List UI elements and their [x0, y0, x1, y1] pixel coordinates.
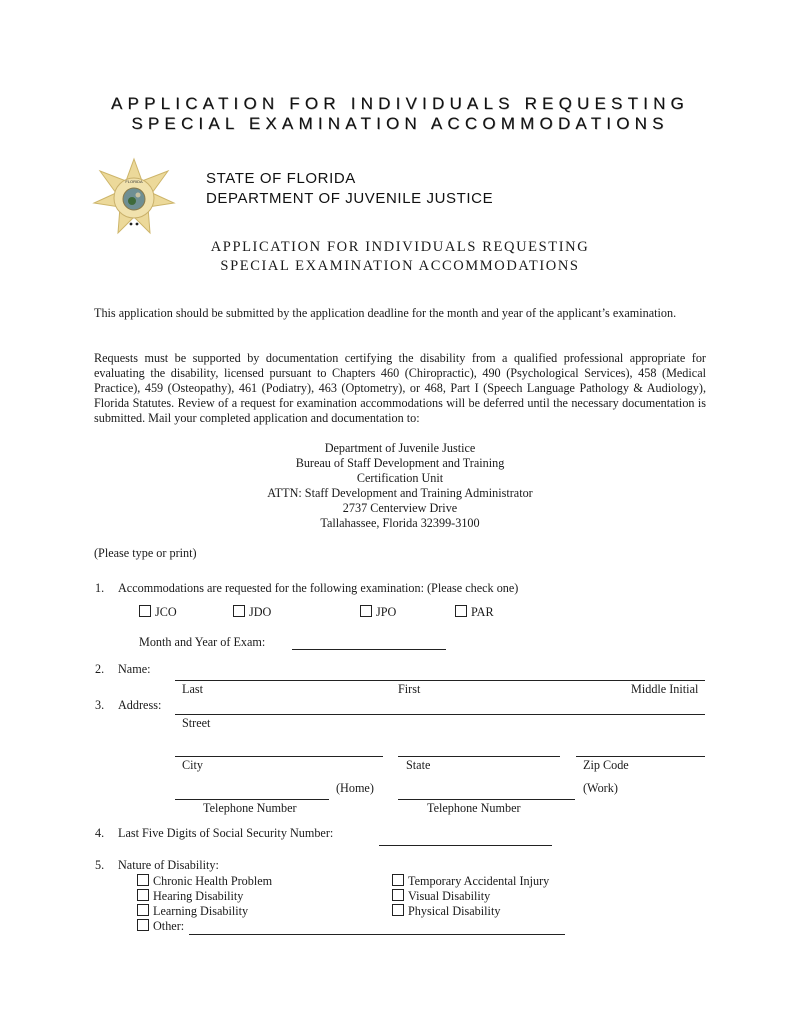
intro-paragraph-deadline: This application should be submitted by the application deadline for the month and year of the applicant’s examination. [94, 306, 677, 320]
address-line: Department of Juvenile Justice [324, 441, 476, 455]
question-2-label: Name: [118, 662, 151, 676]
home-telephone-field[interactable] [175, 799, 329, 800]
sheriff-star-badge-icon [92, 157, 176, 239]
exam-option-jpo[interactable] [360, 605, 396, 620]
disability-option-hearing[interactable] [137, 889, 243, 904]
city-field[interactable] [175, 756, 383, 757]
question-2-number: 2. [95, 662, 105, 676]
checkbox[interactable] [137, 874, 149, 886]
other-disability-field[interactable] [189, 934, 565, 935]
document-title-line-2: SPECIAL EXAMINATION ACCOMMODATIONS [131, 114, 669, 133]
state-field[interactable] [398, 756, 560, 757]
work-phone-label: (Work) [583, 781, 618, 795]
exam-option-par[interactable] [455, 605, 494, 620]
address-line: ATTN: Staff Development and Training Administrator [267, 486, 533, 500]
form-subtitle-line-2: SPECIAL EXAMINATION ACCOMMODATIONS [220, 258, 580, 274]
zip-code-sublabel: Zip Code [583, 758, 629, 772]
document-title-line-1: APPLICATION FOR INDIVIDUALS REQUESTING [111, 94, 689, 113]
question-4-label: Last Five Digits of Social Security Number: [118, 826, 334, 840]
option-label: Hearing Disability [153, 889, 244, 903]
checkbox[interactable] [360, 605, 372, 617]
disability-option-other[interactable] [137, 919, 184, 934]
name-middle-initial-sublabel: Middle Initial [631, 682, 699, 696]
form-subtitle-line-1: APPLICATION FOR INDIVIDUALS REQUESTING [210, 239, 590, 255]
option-label: JDO [249, 605, 272, 619]
city-sublabel: City [182, 758, 203, 772]
home-telephone-sublabel: Telephone Number [203, 801, 297, 815]
name-last-sublabel: Last [182, 682, 203, 696]
option-label: Physical Disability [408, 904, 501, 918]
disability-option-learning[interactable] [137, 904, 248, 919]
street-sublabel: Street [182, 716, 211, 730]
address-line: 2737 Centerview Drive [342, 501, 458, 515]
disability-option-physical[interactable] [392, 904, 500, 919]
address-line: Tallahassee, Florida 32399-3100 [320, 516, 480, 530]
work-telephone-field[interactable] [398, 799, 575, 800]
state-sublabel: State [406, 758, 431, 772]
org-state-name: STATE OF FLORIDA [206, 170, 356, 187]
street-field[interactable] [175, 714, 705, 715]
home-phone-label: (Home) [336, 781, 374, 795]
type-or-print-instruction: (Please type or print) [94, 546, 197, 560]
option-label: Learning Disability [153, 904, 249, 918]
disability-option-chronic-health[interactable] [137, 874, 272, 889]
exam-option-jco[interactable] [139, 605, 177, 620]
question-3-label: Address: [118, 698, 162, 712]
disability-option-temporary-injury[interactable] [392, 874, 549, 889]
work-telephone-sublabel: Telephone Number [427, 801, 521, 815]
checkbox[interactable] [233, 605, 245, 617]
org-department-name: DEPARTMENT OF JUVENILE JUSTICE [206, 190, 494, 207]
option-label: Chronic Health Problem [153, 874, 273, 888]
exam-option-jdo[interactable] [233, 605, 271, 620]
option-label: JCO [155, 605, 177, 619]
checkbox[interactable] [137, 889, 149, 901]
checkbox[interactable] [455, 605, 467, 617]
name-field[interactable] [175, 680, 705, 681]
checkbox[interactable] [392, 889, 404, 901]
address-line: Certification Unit [356, 471, 444, 485]
question-1-number: 1. [95, 581, 105, 595]
checkbox[interactable] [392, 874, 404, 886]
question-1-label: Accommodations are requested for the following examination: (Please check one) [118, 581, 519, 595]
option-label: JPO [376, 605, 397, 619]
checkbox[interactable] [139, 605, 151, 617]
ssn-last-five-field[interactable] [379, 845, 552, 846]
option-label: Temporary Accidental Injury [408, 874, 550, 888]
checkbox[interactable] [137, 904, 149, 916]
badge-text-top: FLORIDA [125, 179, 143, 184]
option-label: PAR [471, 605, 494, 619]
mailing-address [0, 441, 800, 531]
address-line: Bureau of Staff Development and Training [295, 456, 505, 470]
question-3-number: 3. [95, 698, 105, 712]
question-5-label: Nature of Disability: [118, 858, 219, 872]
checkbox[interactable] [137, 919, 149, 931]
question-5-number: 5. [95, 858, 105, 872]
name-first-sublabel: First [398, 682, 421, 696]
month-year-exam-label: Month and Year of Exam: [139, 635, 266, 649]
option-label: Visual Disability [408, 889, 491, 903]
question-4-number: 4. [95, 826, 105, 840]
option-label: Other: [153, 919, 185, 933]
disability-option-visual[interactable] [392, 889, 490, 904]
checkbox[interactable] [392, 904, 404, 916]
month-year-exam-field[interactable] [292, 649, 446, 650]
zip-code-field[interactable] [576, 756, 705, 757]
intro-paragraph-documentation: Requests must be supported by documentation certifying the disability from a qualified professional appropriate for evaluating the disability, licensed pursuant to Chapters 460 (Chiropractic), 490 (Psychological Services), 458 (Medical Practice), 459 (Osteopathy), 461 (Podiatry), 463 (Optometry), or 468, Part I (Speech Language Pathology & Audiology), Florida Statutes. Review of a request for examination accommodations will be deferred until the necessary documentation is submitted. Mail your completed application and documentation to: [94, 351, 706, 425]
